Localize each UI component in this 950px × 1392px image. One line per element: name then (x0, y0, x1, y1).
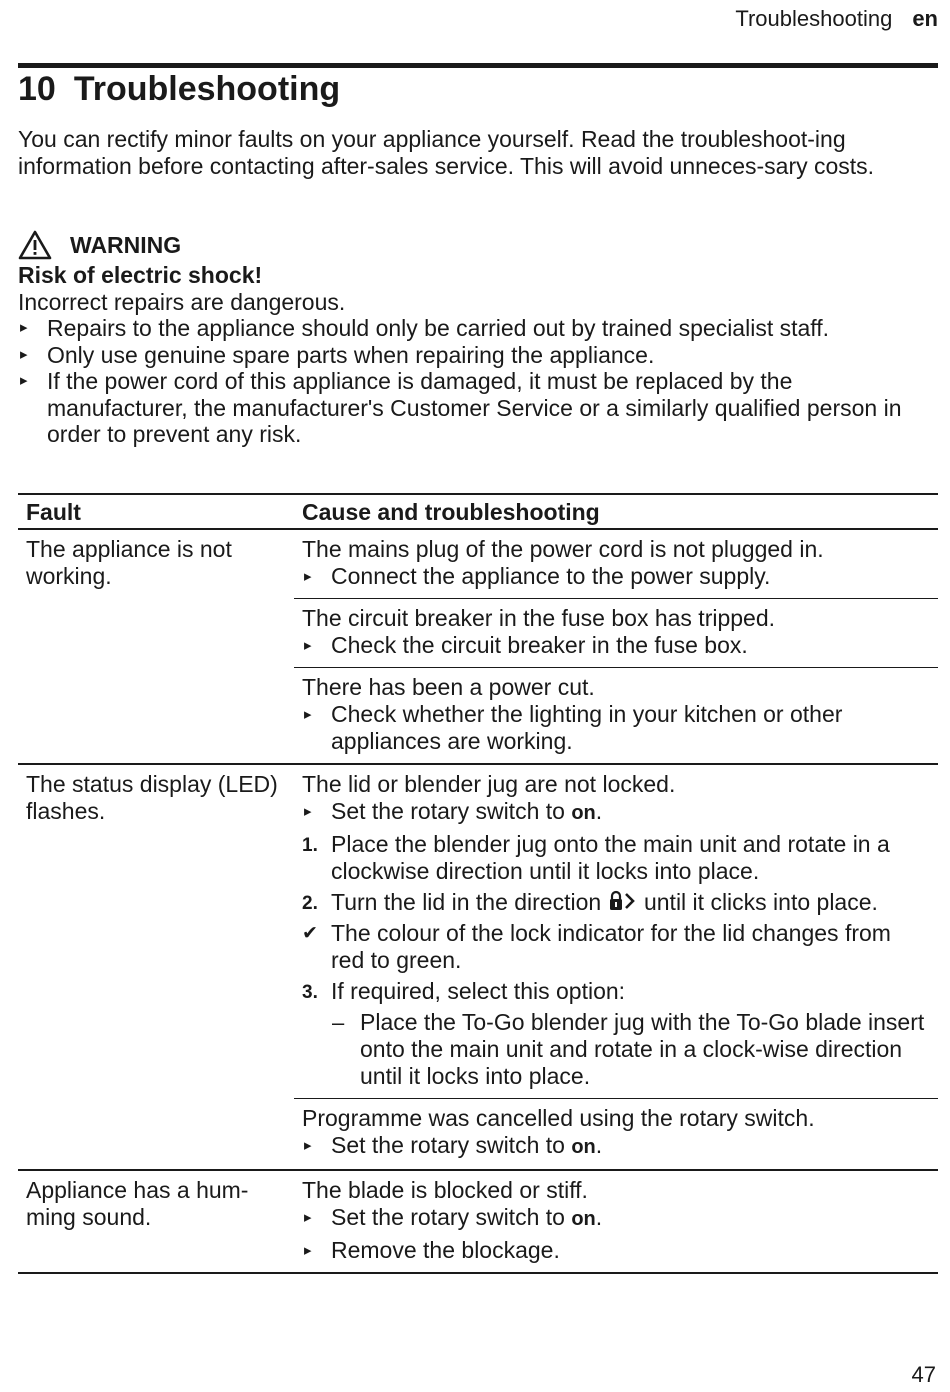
table-header-row (18, 494, 938, 529)
switch-position: on (571, 802, 596, 824)
bullet-arrow-icon: ▸ (304, 706, 312, 723)
step-item: 3. If required, select this option: (302, 978, 626, 1004)
list-item: ▸ Repairs to the appliance should only be carried out by trained specialist staff. (20, 315, 830, 341)
action-item: ▸ Check whether the lighting in your kitchen or other appliances are working. (304, 701, 843, 754)
header-language: en (912, 6, 938, 31)
step-item: 1. Place the blender jug onto the main unit and rotate in a clockwise direction until it locks into place. (302, 831, 890, 884)
header-rule (18, 63, 938, 68)
page-title (18, 70, 340, 109)
action-item: ▸ Remove the blockage. (304, 1237, 560, 1263)
bullet-arrow-icon: ▸ (20, 372, 28, 389)
table-row (18, 1170, 938, 1273)
warning-text: Incorrect repairs are dangerous. (18, 288, 346, 315)
list-item: ▸ Only use genuine spare parts when repairing the appliance. (20, 341, 655, 368)
cause-cell: The lid or blender jug are not locked. ▸ Set the rotary switch to on. 1. Place the blender jug onto the main unit and rotate in a clockwise direction until it locks into place. 2. Turn the lid in the direction until it clicks into place. ✔ The colour of the lock indicator for the lid changes from red to green. 3. If required, select this option: – Place the To-Go blender jug with the To-Go blade insert onto the main unit and rotate in a clock-wise direction until it locks into place. (294, 764, 938, 1099)
checkmark-icon: ✔ (302, 923, 318, 944)
action-item: ▸ Set the rotary switch to on. (304, 1132, 603, 1158)
list-item: ▸ If the power cord of this appliance is damaged, it must be replaced by the manufacturer, the manufacturer's Customer Service or a similarly qualified person in order to prevent any risk. (20, 368, 902, 447)
bullet-arrow-icon: ▸ (304, 568, 312, 585)
fault-cell: The appliance is not working. (18, 529, 294, 764)
cause-cell: Programme was cancelled using the rotary switch. ▸ Set the rotary switch to on. (294, 1099, 938, 1171)
action-item: ▸ Check the circuit breaker in the fuse box. (304, 632, 748, 658)
step-number: 1. (302, 835, 318, 856)
warning-label: WARNING (70, 231, 182, 258)
cause-cell: The circuit breaker in the fuse box has tripped. ▸ Check the circuit breaker in the fuse box. (294, 599, 938, 668)
switch-position: on (571, 1208, 596, 1230)
bullet-arrow-icon: ▸ (20, 345, 28, 363)
bullet-arrow-icon: ▸ (304, 637, 312, 654)
table-row (18, 529, 938, 599)
action-item: ▸ Set the rotary switch to on. (304, 1204, 603, 1230)
option-item: – Place the To-Go blender jug with the To-Go blade insert onto the main unit and rotate in a clock-wise direction until it locks into place. (332, 1009, 925, 1089)
table-row (18, 764, 938, 1099)
cause-cell: The mains plug of the power cord is not plugged in. ▸ Connect the appliance to the power supply. (294, 529, 938, 599)
warning-title (18, 228, 933, 262)
action-item: ▸ Connect the appliance to the power supply. (304, 563, 771, 589)
running-header (735, 6, 938, 32)
warning-bullets (18, 315, 933, 448)
chapter-number: 10 (18, 70, 56, 108)
intro-paragraph: You can rectify minor faults on your appliance yourself. Read the troubleshoot-ing information before contacting after-sales service. This will avoid unneces-sary costs. (18, 126, 875, 179)
step-number: 2. (302, 893, 318, 914)
step-item: 2. Turn the lid in the direction until it clicks into place. (302, 889, 878, 915)
bullet-arrow-icon: ▸ (304, 1137, 312, 1154)
lock-direction-icon (608, 890, 638, 912)
bullet-arrow-icon: ▸ (304, 1242, 312, 1259)
cause-cell: There has been a power cut. ▸ Check whether the lighting in your kitchen or other appliances are working. (294, 668, 938, 765)
chapter-title: Troubleshooting (73, 70, 341, 108)
warning-triangle-icon (18, 230, 52, 260)
dash-icon: – (332, 1010, 345, 1035)
troubleshooting-table (18, 493, 938, 1274)
action-item: ▸ Set the rotary switch to on. (304, 798, 603, 824)
fault-cell: The status display (LED) flashes. (18, 764, 294, 1170)
page-number: 47 (911, 1362, 936, 1387)
warning-box (18, 228, 933, 448)
bullet-arrow-icon: ▸ (20, 319, 28, 336)
step-number: 3. (302, 982, 318, 1003)
fault-cell: Appliance has a hum-ming sound. (18, 1170, 294, 1273)
result-item: ✔ The colour of the lock indicator for the lid changes from red to green. (302, 920, 891, 973)
bullet-arrow-icon: ▸ (304, 803, 312, 820)
bullet-arrow-icon: ▸ (304, 1209, 312, 1226)
header-section: Troubleshooting (735, 6, 893, 31)
warning-risk: Risk of electric shock! (18, 262, 263, 288)
column-header-cause: Cause and troubleshooting (294, 494, 938, 529)
cause-cell: The blade is blocked or stiff. ▸ Set the rotary switch to on. ▸ Remove the blockage. (294, 1170, 938, 1273)
column-header-fault: Fault (18, 494, 294, 529)
switch-position: on (571, 1136, 596, 1158)
